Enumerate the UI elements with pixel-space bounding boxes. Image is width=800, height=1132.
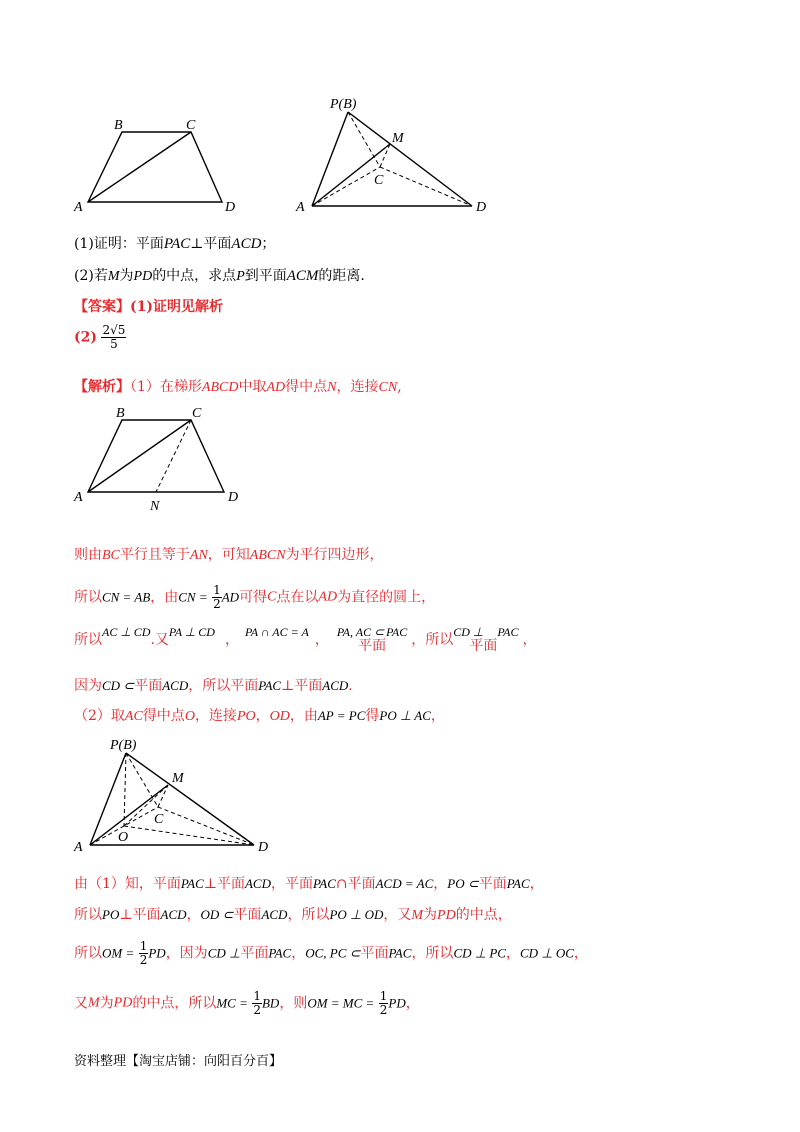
figure-trapezoid-n (70, 400, 250, 515)
line-so-2: 所以AC ⊥ CD.又PA ⊥ CD ， PA ∩ AC = A ， PA, AC ⊂平面PAC ，所以CD ⊥平面PAC ， (74, 625, 537, 654)
line-so-4: 所以OM = $\frac{1}{2}$ PD，因为CD ⊥平面PAC，OC, PC ⊂平面PAC，所以CD ⊥ PC，CD ⊥ OC， (74, 939, 588, 967)
label-c: C (374, 173, 384, 188)
figure-pyramid-o (70, 733, 280, 858)
figure-pyramid (290, 92, 500, 217)
label-d: D (225, 200, 236, 215)
figure-trapezoid (70, 112, 250, 217)
part-2: （2）取AC得中点O，连接PO，OD，由AP = PC得PO ⊥ AC， (74, 708, 445, 724)
footer-text: 资料整理【淘宝店铺：向阳百分百】 (74, 1054, 283, 1069)
label-b: B (114, 118, 123, 133)
line-so-1: 所以CN = AB，由CN = $\frac{1}{2}$ AD可得C点在以AD为直径的圆上， (74, 583, 436, 611)
label-c: C (186, 118, 196, 133)
label-a: A (296, 200, 305, 215)
label-m: M (392, 131, 404, 146)
label-o: O (118, 830, 129, 845)
label-pb: P(B) (110, 738, 137, 753)
line-because: 因为CD ⊂平面ACD，所以平面PAC⊥平面ACD. (74, 678, 353, 694)
label-d: D (258, 840, 269, 855)
question-1: (1)证明：平面PAC⊥平面ACD； (74, 236, 276, 252)
answer-2: (2) $\frac{2√5}{5}$ (74, 323, 126, 351)
label-a: A (74, 490, 83, 505)
question-2: (2)若M为PD的中点，求点P到平面ACM的距离. (74, 268, 365, 284)
line-so-3: 所以PO⊥平面ACD，OD ⊂平面ACD，所以PO ⊥ OD，又M为PD的中点， (74, 907, 512, 923)
label-a: A (74, 200, 83, 215)
label-d: D (476, 200, 487, 215)
analysis-header: 【解析】（1）在梯形ABCD中取AD得中点N，连接CN, (74, 379, 402, 395)
line-also: 又M为PD的中点，所以MC = $\frac{1}{2}$ BD，则OM = MC = $\frac{1}{2}$ PD， (74, 989, 420, 1017)
label-b: B (116, 406, 125, 421)
trapezoid-outline (88, 132, 222, 202)
label-a: A (74, 840, 83, 855)
label-m: M (172, 771, 184, 786)
diagonal-ac (88, 132, 191, 202)
label-c: C (192, 406, 202, 421)
label-n: N (150, 499, 160, 514)
answer-line: 【答案】(1)证明见解析 (74, 299, 223, 315)
label-d: D (228, 490, 239, 505)
line-from-1: 由（1）知，平面PAC⊥平面ACD，平面PAC∩平面ACD = AC，PO ⊂平面PAC， (74, 876, 544, 892)
label-pb: P(B) (330, 97, 357, 112)
line-bc: 则由BC平行且等于AN，可知ABCN为平行四边形， (74, 547, 384, 563)
label-c: C (154, 812, 164, 827)
